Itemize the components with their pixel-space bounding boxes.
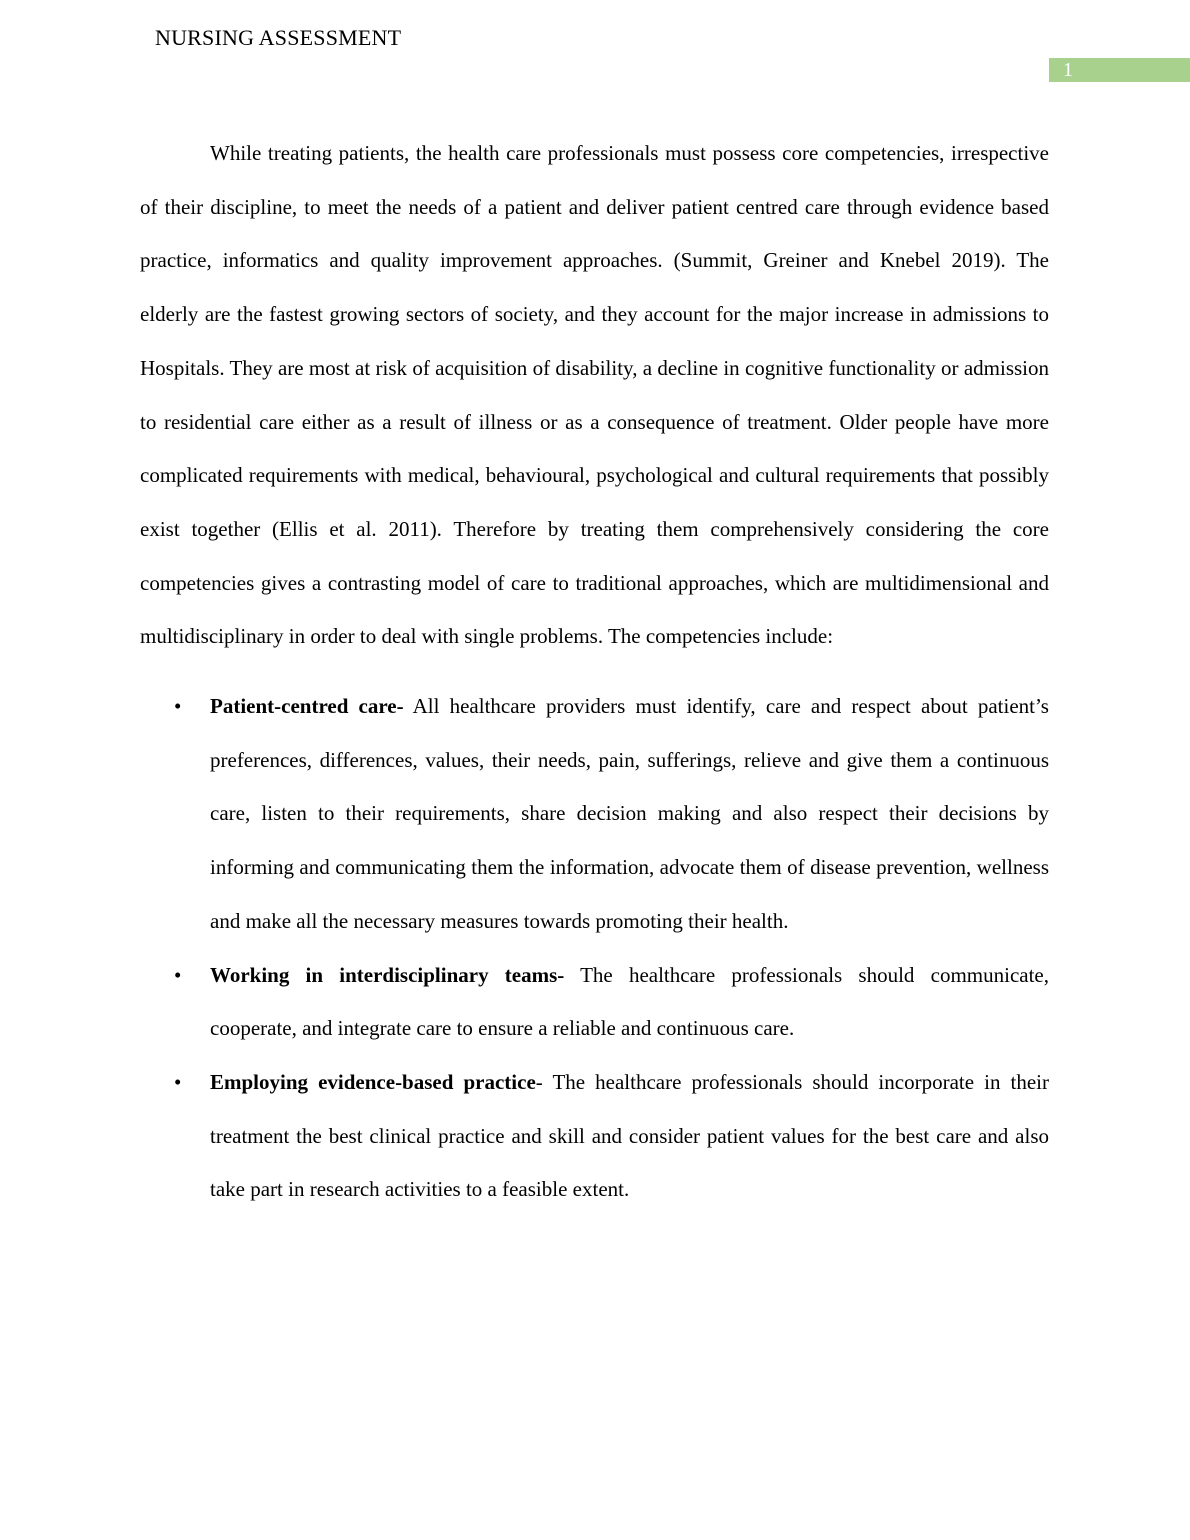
competency-term: Working in interdisciplinary teams-	[210, 962, 565, 987]
intro-paragraph: While treating patients, the health care professionals must possess core competencies, irrespective of their discipline, to meet the needs of a patient and deliver patient centred care through evidence based practice, informatics and quality improvement approaches. (Summit, Greiner and Knebel 2019). The elderly are the fastest growing sectors of society, and they account for the major increase in admissions to Hospitals. They are most at risk of acquisition of disability, a decline in cognitive functionality or admission to residential care either as a result of illness or as a consequence of treatment. Older people have more complicated requirements with medical, behavioural, psychological and cultural requirements that possibly exist together (Ellis et al. 2011). Therefore by treating them comprehensively considering the core competencies gives a contrasting model of care to traditional approaches, which are multidimensional and multidisciplinary in order to deal with single problems. The competencies include:	[140, 141, 1049, 649]
competency-item-patient-centred-care	[140, 680, 1049, 949]
competency-term: Employing evidence-based practice	[210, 1069, 536, 1094]
document-body	[140, 127, 1049, 1217]
competency-description: - The healthcare professionals should incorporate in their treatment the best clinical practice and skill and consider patient values for the best care and also take part in research activities to a feasible extent.	[210, 1069, 1049, 1202]
page-number: 1	[1063, 59, 1073, 81]
page-number-bar	[1049, 58, 1190, 82]
competency-description: All healthcare providers must identify, care and respect about patient’s preferences, differences, values, their needs, pain, sufferings, relieve and give them a continuous care, listen to their requirements, share decision making and also respect their decisions by informing and communicating them the information, advocate them of disease prevention, wellness and make all the necessary measures towards promoting their health.	[210, 694, 1049, 933]
running-head: NURSING ASSESSMENT	[155, 25, 402, 50]
competency-term: Patient-centred care-	[210, 694, 404, 719]
competency-item-evidence-based-practice	[140, 1056, 1049, 1217]
bullet-icon: •	[174, 694, 182, 719]
bullet-icon: •	[174, 962, 182, 987]
competency-list	[140, 680, 1049, 1217]
competency-description: The healthcare professionals should communicate, cooperate, and integrate care to ensure a reliable and continuous care.	[210, 962, 1049, 1041]
competency-item-interdisciplinary-teams	[140, 949, 1049, 1056]
bullet-icon: •	[174, 1069, 182, 1094]
